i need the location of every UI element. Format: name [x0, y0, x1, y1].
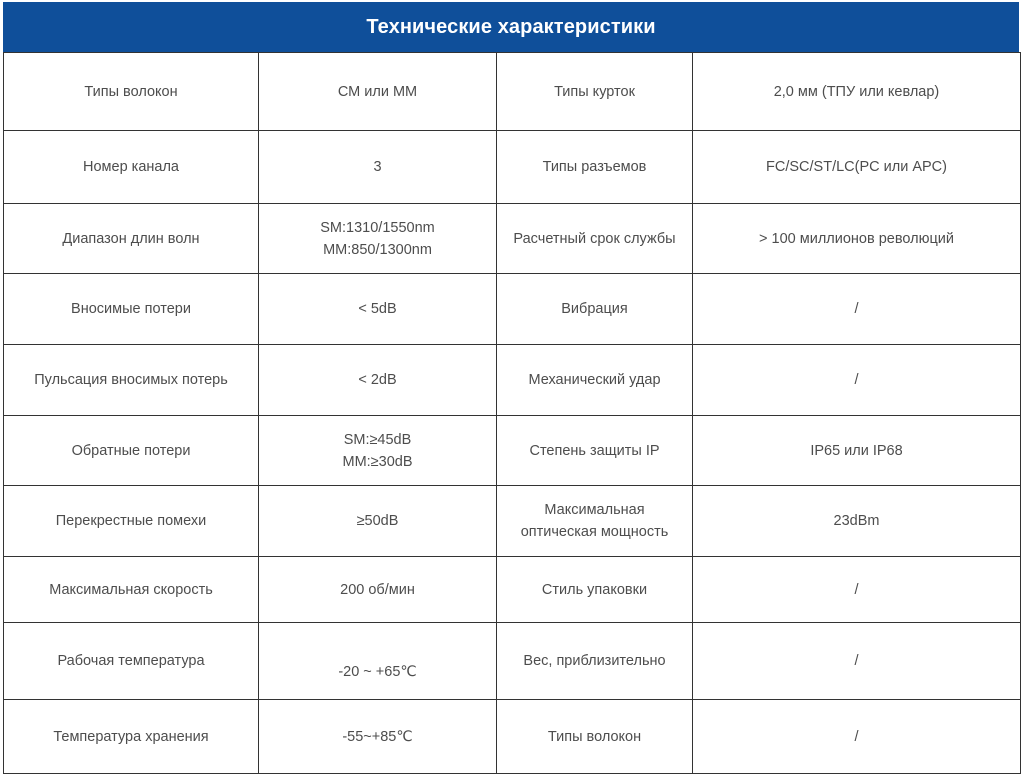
param-value: IP65 или IP68 [693, 416, 1021, 486]
param-name: Пульсация вносимых потерь [4, 345, 259, 416]
param-name: Типы волокон [4, 53, 259, 131]
param-value: СМ или ММ [259, 53, 497, 131]
param-value: SM:1310/1550nm MM:850/1300nm [259, 204, 497, 274]
table-row [4, 557, 1021, 623]
param-name: Типы курток [497, 53, 693, 131]
param-name: Вибрация [497, 274, 693, 345]
page-title: Технические характеристики [3, 2, 1019, 52]
param-value: 200 об/мин [259, 557, 497, 623]
param-name: Стиль упаковки [497, 557, 693, 623]
param-value: / [693, 700, 1021, 774]
table-row [4, 345, 1021, 416]
param-value: -20 ~ +65℃ [259, 623, 497, 700]
param-name: Максимальная оптическая мощность [497, 486, 693, 557]
param-value: SM:≥45dB MM:≥30dB [259, 416, 497, 486]
param-name: Максимальная скорость [4, 557, 259, 623]
param-name: Типы волокон [497, 700, 693, 774]
param-name: Диапазон длин волн [4, 204, 259, 274]
param-value: 2,0 мм (ТПУ или кевлар) [693, 53, 1021, 131]
param-value: > 100 миллионов революций [693, 204, 1021, 274]
param-value: / [693, 557, 1021, 623]
table-row [4, 204, 1021, 274]
table-row [4, 700, 1021, 774]
param-value: < 5dB [259, 274, 497, 345]
param-name: Номер канала [4, 131, 259, 204]
param-value: 3 [259, 131, 497, 204]
param-name: Перекрестные помехи [4, 486, 259, 557]
table-row [4, 131, 1021, 204]
param-name: Механический удар [497, 345, 693, 416]
param-value: -55~+85℃ [259, 700, 497, 774]
param-name: Вносимые потери [4, 274, 259, 345]
param-name: Степень защиты IP [497, 416, 693, 486]
param-value: / [693, 274, 1021, 345]
param-value: ≥50dB [259, 486, 497, 557]
table-row [4, 486, 1021, 557]
table-row [4, 416, 1021, 486]
table-row [4, 53, 1021, 131]
table-row [4, 274, 1021, 345]
table-row [4, 623, 1021, 700]
param-name: Рабочая температура [4, 623, 259, 700]
param-name: Расчетный срок службы [497, 204, 693, 274]
param-name: Температура хранения [4, 700, 259, 774]
param-value: / [693, 623, 1021, 700]
param-value: / [693, 345, 1021, 416]
param-name: Обратные потери [4, 416, 259, 486]
param-value: < 2dB [259, 345, 497, 416]
param-name: Типы разъемов [497, 131, 693, 204]
param-value: 23dBm [693, 486, 1021, 557]
spec-table [3, 52, 1021, 774]
param-name: Вес, приблизительно [497, 623, 693, 700]
param-value: FC/SC/ST/LC(PC или APC) [693, 131, 1021, 204]
